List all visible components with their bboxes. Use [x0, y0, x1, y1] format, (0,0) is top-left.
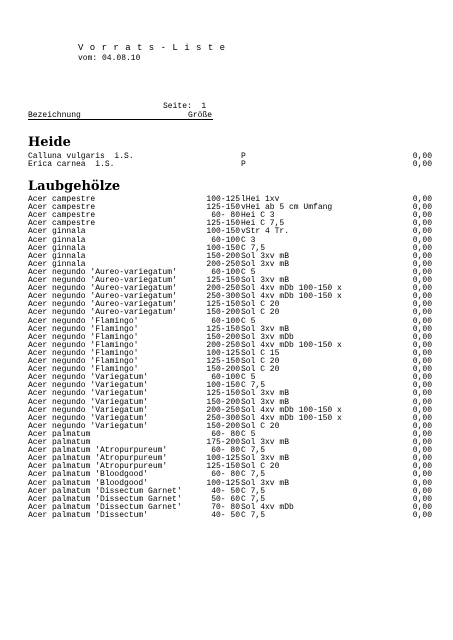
item-description: C 7,5: [241, 446, 266, 456]
item-name: Acer negundo 'Aureo-variegatum': [28, 284, 177, 294]
item-size: 250-300: [206, 292, 240, 302]
item-price: 0,00: [412, 348, 432, 358]
section-heading: Heide: [28, 135, 71, 150]
list-item: [28, 512, 432, 520]
item-price: 0,00: [412, 470, 432, 480]
item-size: 175-200: [206, 438, 240, 447]
item-name: Acer negundo 'Variegatum': [28, 373, 149, 383]
item-price: 0,00: [412, 405, 432, 415]
item-size: 150-200: [206, 365, 240, 375]
item-price: 0,00: [412, 397, 432, 407]
item-description: C 7,5: [241, 510, 266, 520]
item-size: 150-200: [206, 332, 240, 342]
list-date: vom: 04.08.10: [78, 54, 141, 63]
item-description: C 5: [241, 267, 256, 277]
item-price: 0,00: [412, 219, 432, 229]
item-price: 0,00: [412, 203, 432, 213]
item-description: Sol C 15: [241, 348, 280, 358]
item-price: 0,00: [412, 160, 432, 170]
item-name: Acer negundo 'Flamingo': [28, 316, 139, 326]
item-size: 100-125: [206, 454, 240, 464]
item-price: 0,00: [412, 243, 432, 253]
item-name: Acer campestre: [28, 211, 96, 221]
item-description: Hei C 3: [241, 211, 275, 221]
header-underline: [28, 119, 213, 120]
item-price: 0,00: [412, 235, 432, 245]
item-name: Acer negundo 'Variegatum': [28, 389, 149, 399]
item-price: 0,00: [412, 373, 432, 383]
item-price: 0,00: [412, 251, 432, 261]
item-name: Acer negundo 'Aureo-variegatum': [28, 300, 177, 310]
item-size: 100-150: [206, 227, 240, 237]
item-name: Acer negundo 'Aureo-variegatum': [28, 292, 177, 302]
item-name: Acer negundo 'Flamingo': [28, 332, 139, 342]
item-description: Sol 3xv mB: [241, 438, 290, 447]
item-size: 125-150: [206, 462, 240, 472]
item-size: 125-150: [206, 219, 240, 229]
item-name: Acer negundo 'Variegatum': [28, 405, 149, 415]
item-price: 0,00: [412, 267, 432, 277]
item-size: 100-125: [206, 348, 240, 358]
item-name: Acer negundo 'Aureo-variegatum': [28, 276, 177, 285]
item-size: 150-200: [206, 308, 240, 318]
item-description: P: [241, 160, 246, 170]
item-description: P: [241, 152, 246, 161]
item-description: lHei 1xv: [241, 195, 280, 204]
item-name: Acer negundo 'Flamingo': [28, 357, 139, 366]
item-size: 100-150: [206, 381, 240, 391]
item-size: 40- 50: [211, 486, 240, 496]
column-header-size: Größe: [188, 111, 213, 120]
item-price: 0,00: [412, 462, 432, 472]
item-size: 200-250: [206, 340, 240, 350]
page-number: Seite: 1: [163, 102, 207, 111]
item-price: 0,00: [412, 421, 432, 431]
item-price: 0,00: [412, 389, 432, 399]
item-name: Acer negundo 'Variegatum': [28, 397, 149, 407]
item-name: Acer negundo 'Flamingo': [28, 324, 139, 334]
item-name: Acer palmatum 'Bloodgood': [28, 478, 149, 488]
item-name: Acer ginnala: [28, 235, 86, 245]
item-description: Sol 4xv mDb: [241, 502, 294, 512]
item-name: Acer campestre: [28, 203, 96, 213]
list-title: V o r r a t s - L i s t e: [78, 43, 226, 53]
item-price: 0,00: [412, 357, 432, 366]
item-size: 125-150: [206, 300, 240, 310]
item-description: C 7,5: [241, 470, 266, 480]
item-name: Acer negundo 'Variegatum': [28, 413, 149, 423]
item-description: vHei ab 5 cm Umfang: [241, 203, 333, 213]
item-name: Acer palmatum 'Dissectum Garnet': [28, 494, 182, 504]
item-name: Acer negundo 'Flamingo': [28, 348, 139, 358]
item-description: Sol 3xv mB: [241, 389, 290, 399]
item-description: C 7,5: [241, 243, 266, 253]
list-item: [28, 161, 432, 169]
item-description: Sol 3xv mB: [241, 251, 290, 261]
item-name: Acer negundo 'Variegatum': [28, 421, 149, 431]
item-price: 0,00: [412, 510, 432, 520]
item-name: Acer negundo 'Flamingo': [28, 365, 139, 375]
item-size: 60- 80: [211, 446, 240, 456]
item-price: 0,00: [412, 292, 432, 302]
item-description: Hei C 7,5: [241, 219, 285, 229]
item-name: Acer palmatum 'Atropurpureum': [28, 446, 168, 456]
item-name: Acer negundo 'Variegatum': [28, 381, 149, 391]
item-description: Sol C 20: [241, 365, 280, 375]
item-name: Acer campestre: [28, 219, 96, 229]
item-description: Sol 4xv mDb 100-150 x: [241, 405, 342, 415]
item-price: 0,00: [412, 486, 432, 496]
item-description: C 5: [241, 373, 256, 383]
item-size: 125-150: [206, 276, 240, 285]
item-description: Sol 3xv mDb: [241, 332, 294, 342]
item-description: C 5: [241, 429, 256, 439]
item-price: 0,00: [412, 211, 432, 221]
item-price: 0,00: [412, 152, 432, 161]
item-description: Sol 3xv mB: [241, 259, 290, 269]
item-price: 0,00: [412, 438, 432, 447]
item-description: vStr 4 Tr.: [241, 227, 290, 237]
item-description: Sol 4xv mDb 100-150 x: [241, 284, 342, 294]
column-header-name: Bezeichnung: [28, 111, 81, 120]
item-price: 0,00: [412, 316, 432, 326]
item-price: 0,00: [412, 195, 432, 204]
item-description: C 7,5: [241, 381, 266, 391]
item-name: Acer palmatum: [28, 429, 91, 439]
item-size: 250-300: [206, 413, 240, 423]
item-price: 0,00: [412, 494, 432, 504]
item-size: 100-125: [206, 478, 240, 488]
item-price: 0,00: [412, 365, 432, 375]
item-price: 0,00: [412, 276, 432, 285]
item-name: Erica carnea i.S.: [28, 160, 115, 170]
item-description: Sol 4xv mDb 100-150 x: [241, 340, 342, 350]
item-description: Sol 4xv mDb 100-150 x: [241, 292, 342, 302]
item-name: Acer palmatum 'Atropurpureum': [28, 454, 168, 464]
item-description: Sol 3xv mB: [241, 454, 290, 464]
item-name: Acer ginnala: [28, 243, 86, 253]
item-price: 0,00: [412, 502, 432, 512]
item-description: Sol 3xv mB: [241, 324, 290, 334]
item-size: 60-100: [211, 373, 240, 383]
item-description: Sol C 20: [241, 308, 280, 318]
item-price: 0,00: [412, 227, 432, 237]
item-name: Acer palmatum 'Dissectum': [28, 510, 149, 520]
item-name: Acer palmatum 'Atropurpureum': [28, 462, 168, 472]
item-size: 100-125: [206, 195, 240, 204]
item-name: Acer negundo 'Aureo-variegatum': [28, 267, 177, 277]
item-description: C 5: [241, 316, 256, 326]
item-price: 0,00: [412, 300, 432, 310]
section-heading: Laubgehölze: [28, 179, 121, 194]
item-size: 125-150: [206, 389, 240, 399]
item-size: 70- 80: [211, 502, 240, 512]
item-description: Sol 4xv mDb 100-150 x: [241, 413, 342, 423]
item-size: 150-200: [206, 421, 240, 431]
item-description: Sol C 20: [241, 462, 280, 472]
item-name: Acer palmatum: [28, 438, 91, 447]
item-price: 0,00: [412, 381, 432, 391]
item-description: Sol 3xv mB: [241, 397, 290, 407]
item-description: Sol C 20: [241, 300, 280, 310]
item-size: 60-100: [211, 316, 240, 326]
item-size: 60- 80: [211, 470, 240, 480]
item-name: Acer negundo 'Flamingo': [28, 340, 139, 350]
item-price: 0,00: [412, 478, 432, 488]
item-size: 125-150: [206, 324, 240, 334]
item-name: Calluna vulgaris i.S.: [28, 152, 134, 161]
item-size: 50- 60: [211, 494, 240, 504]
item-price: 0,00: [412, 413, 432, 423]
item-description: Sol 3xv mB: [241, 276, 290, 285]
item-name: Acer palmatum 'Bloodgood': [28, 470, 149, 480]
item-size: 200-250: [206, 259, 240, 269]
item-price: 0,00: [412, 429, 432, 439]
item-name: Acer negundo 'Aureo-variegatum': [28, 308, 177, 318]
item-price: 0,00: [412, 259, 432, 269]
item-size: 200-250: [206, 284, 240, 294]
item-size: 60-100: [211, 267, 240, 277]
item-size: 60- 80: [211, 429, 240, 439]
item-size: 60-100: [211, 235, 240, 245]
item-name: Acer ginnala: [28, 227, 86, 237]
item-description: Sol 3xv mB: [241, 478, 290, 488]
item-name: Acer ginnala: [28, 259, 86, 269]
item-description: C 7,5: [241, 486, 266, 496]
item-name: Acer palmatum 'Dissectum Garnet': [28, 486, 182, 496]
item-name: Acer ginnala: [28, 251, 86, 261]
item-description: C 7,5: [241, 494, 266, 504]
item-price: 0,00: [412, 284, 432, 294]
item-size: 125-150: [206, 203, 240, 213]
item-name: Acer palmatum 'Dissectum Garnet': [28, 502, 182, 512]
item-size: 200-250: [206, 405, 240, 415]
item-size: 125-150: [206, 357, 240, 366]
item-price: 0,00: [412, 324, 432, 334]
item-size: 40- 50: [211, 510, 240, 520]
item-size: 100-150: [206, 243, 240, 253]
item-size: 150-200: [206, 251, 240, 261]
item-price: 0,00: [412, 340, 432, 350]
item-price: 0,00: [412, 332, 432, 342]
item-description: C 3: [241, 235, 256, 245]
item-size: 60- 80: [211, 211, 240, 221]
item-description: Sol C 20: [241, 421, 280, 431]
item-price: 0,00: [412, 308, 432, 318]
item-size: 150-200: [206, 397, 240, 407]
item-name: Acer campestre: [28, 195, 96, 204]
item-price: 0,00: [412, 454, 432, 464]
item-price: 0,00: [412, 446, 432, 456]
item-description: Sol C 20: [241, 357, 280, 366]
